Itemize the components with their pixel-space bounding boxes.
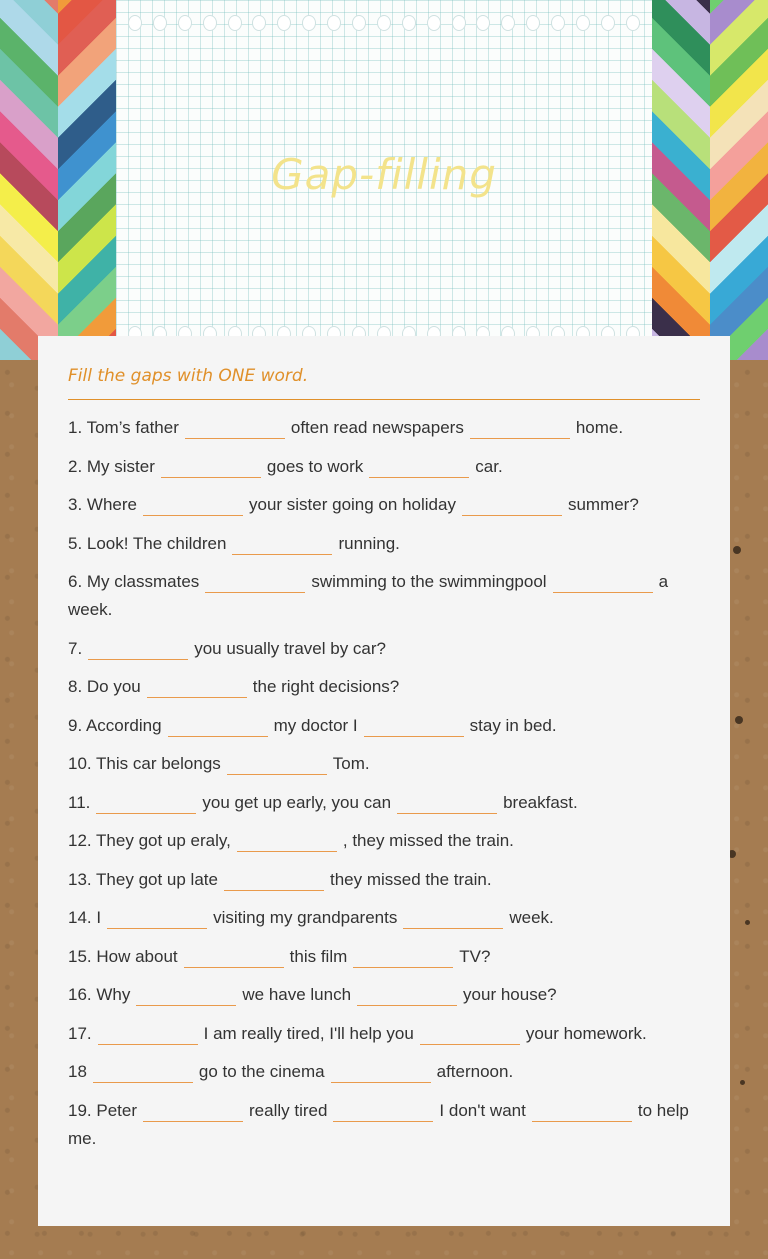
question-text: 6. My classmates (68, 572, 200, 591)
gap-blank[interactable] (353, 951, 453, 968)
gap-blank[interactable] (143, 1105, 243, 1122)
question-text: to help me. (68, 1100, 694, 1148)
question-text: visiting my grandparents (213, 908, 398, 927)
question-item (68, 635, 700, 663)
gap-blank[interactable] (333, 1105, 433, 1122)
question-text: go to the cinema (198, 1062, 325, 1081)
question-item (68, 904, 700, 932)
gap-blank[interactable] (96, 797, 196, 814)
question-item (68, 827, 700, 855)
question-item (68, 1097, 700, 1153)
gap-blank[interactable] (364, 720, 464, 737)
question-text: summer? (567, 495, 639, 514)
question-text: goes to work (266, 456, 364, 476)
header-banner (0, 0, 768, 360)
gap-blank[interactable] (227, 758, 327, 775)
gap-blank[interactable] (403, 912, 503, 929)
question-text: , they missed the train. (342, 831, 514, 850)
question-text: my doctor I (273, 715, 358, 735)
gap-blank[interactable] (205, 576, 305, 593)
question-item (68, 414, 700, 442)
instruction-heading: Fill the gaps with ONE word. (68, 366, 700, 400)
question-text: 13. They got up late (68, 869, 218, 889)
question-text: swimming to the swimmingpool (311, 572, 547, 591)
gap-blank[interactable] (88, 643, 188, 660)
question-text: 10. This car belongs (68, 754, 221, 773)
gap-blank[interactable] (232, 538, 332, 555)
question-text: your sister going on holiday (248, 495, 456, 514)
question-text: 11. (68, 792, 91, 812)
question-item (68, 453, 700, 481)
question-text: 3. Where (68, 495, 137, 514)
chevron-pattern-left (0, 0, 116, 360)
gap-blank[interactable] (462, 499, 562, 516)
gap-blank[interactable] (420, 1028, 520, 1045)
question-text: 17. (68, 1023, 92, 1043)
question-text: Tom. (332, 754, 370, 773)
question-text: 2. My sister (68, 456, 155, 476)
gap-blank[interactable] (168, 720, 268, 737)
gap-blank[interactable] (331, 1066, 431, 1083)
question-text: I don't want (439, 1100, 526, 1120)
question-text: 7. (68, 638, 83, 658)
question-item (68, 1058, 700, 1086)
question-text: 18 (68, 1062, 87, 1081)
gap-blank[interactable] (93, 1066, 193, 1083)
question-text: we have lunch (242, 985, 352, 1004)
question-text: 5. Look! The children (68, 533, 227, 553)
question-item (68, 712, 700, 740)
question-text: week. (509, 908, 554, 927)
question-item (68, 568, 700, 624)
question-text: a week. (68, 572, 673, 619)
question-item (68, 750, 700, 778)
question-text: your homework. (525, 1023, 647, 1043)
gap-blank[interactable] (224, 874, 324, 891)
question-text: your house? (463, 985, 557, 1004)
question-text: home. (575, 418, 624, 437)
question-text: 15. How about (68, 946, 178, 966)
question-item (68, 943, 700, 971)
question-item (68, 981, 700, 1009)
chevron-pattern-right (652, 0, 768, 360)
question-text: running. (338, 533, 400, 553)
question-text: 8. Do you (68, 677, 141, 696)
question-text: really tired (249, 1100, 328, 1120)
question-item (68, 530, 700, 558)
question-item (68, 491, 700, 519)
question-text: 9. According (68, 715, 162, 735)
question-text: the right decisions? (252, 677, 400, 696)
gap-blank[interactable] (532, 1105, 632, 1122)
question-item (68, 866, 700, 894)
question-text: breakfast. (503, 792, 578, 812)
question-text: you usually travel by car? (194, 638, 387, 658)
gap-blank[interactable] (553, 576, 653, 593)
question-text: 16. Why (68, 985, 131, 1004)
gap-blank[interactable] (143, 499, 243, 516)
question-text: 19. Peter (68, 1100, 137, 1120)
question-text: 1. Tom’s father (68, 418, 179, 437)
gap-blank[interactable] (369, 461, 469, 478)
question-text: often read newspapers (290, 418, 464, 437)
gap-blank[interactable] (470, 422, 570, 439)
paper-holes-top (128, 15, 640, 29)
gap-blank[interactable] (147, 681, 247, 698)
question-item (68, 673, 700, 701)
gap-blank[interactable] (357, 989, 457, 1006)
gap-blank[interactable] (161, 461, 261, 478)
question-text: car. (475, 456, 503, 476)
question-item (68, 789, 700, 817)
question-text: this film (289, 946, 348, 966)
question-text: stay in bed. (469, 715, 557, 735)
gap-blank[interactable] (237, 835, 337, 852)
question-text: I am really tired, I'll help you (203, 1023, 414, 1043)
question-text: you get up early, you can (202, 792, 392, 812)
question-text: 12. They got up eraly, (68, 831, 231, 850)
question-text: they missed the train. (329, 869, 492, 889)
page-title: Gap-filling (271, 150, 497, 199)
gap-blank[interactable] (185, 422, 285, 439)
gap-blank[interactable] (107, 912, 207, 929)
gap-blank[interactable] (136, 989, 236, 1006)
question-text: 14. I (68, 908, 102, 927)
grid-paper (116, 0, 652, 336)
question-text: TV? (459, 946, 491, 966)
question-item (68, 1020, 700, 1048)
gap-blank[interactable] (98, 1028, 198, 1045)
gap-blank[interactable] (184, 951, 284, 968)
question-text: afternoon. (436, 1062, 514, 1081)
gap-blank[interactable] (397, 797, 497, 814)
question-list (68, 414, 700, 1163)
worksheet-card (38, 336, 730, 1226)
